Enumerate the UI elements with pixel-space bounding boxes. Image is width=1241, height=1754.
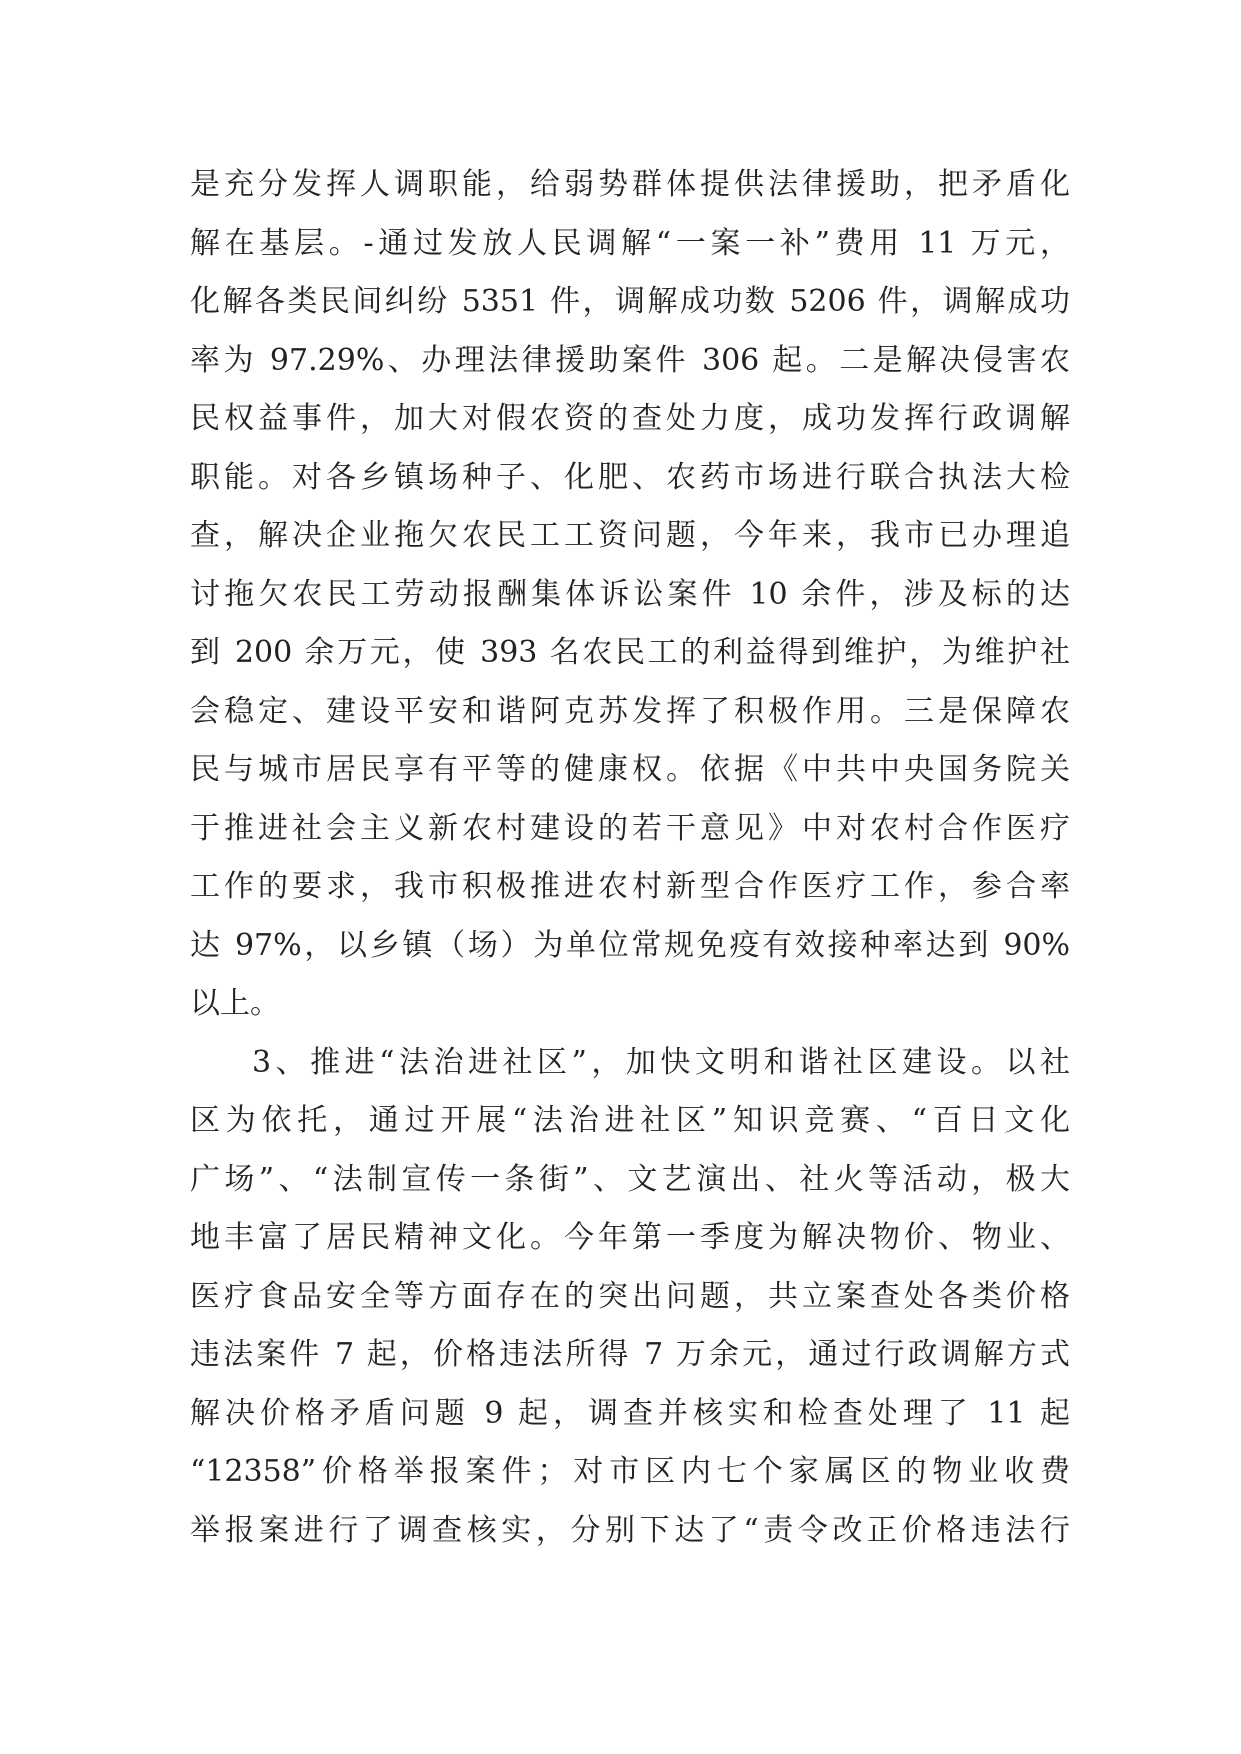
text-line: 医疗食品安全等方面存在的突出问题，共立案查处各类价格 (190, 1278, 1070, 1314)
text-line: 地丰富了居民精神文化。今年第一季度为解决物价、物业、 (190, 1220, 1070, 1255)
text-line: 会稳定、建设平安和谐阿克苏发挥了积极作用。三是保障农 (190, 693, 1070, 729)
text-line: 到 200 余万元，使 393 名农民工的利益得到维护，为维护社 (190, 635, 1070, 670)
text-line: 是充分发挥人调职能，给弱势群体提供法律援助，把矛盾化 (190, 167, 1070, 202)
paragraph-1 (190, 156, 1070, 1034)
text-line: 职能。对各乡镇场种子、化肥、农药市场进行联合执法大检 (190, 459, 1070, 495)
text-line: 化解各类民间纠纷 5351 件，调解成功数 5206 件，调解成功 (190, 284, 1070, 319)
text-line: 举报案进行了调查核实，分别下达了“责令改正价格违法行 (190, 1512, 1070, 1548)
text-line: 讨拖欠农民工劳动报酬集体诉讼案件 10 余件，涉及标的达 (190, 576, 1070, 612)
text-line: 达 97%，以乡镇（场）为单位常规免疫有效接种率达到 90% (190, 927, 1070, 963)
text-line: 违法案件 7 起，价格违法所得 7 万余元，通过行政调解方式 (190, 1337, 1070, 1372)
text-line: “12358”价格举报案件；对市区内七个家属区的物业收费 (190, 1454, 1070, 1489)
text-line: 解决价格矛盾问题 9 起，调查并核实和检查处理了 11 起 (190, 1395, 1070, 1431)
text-line: 查，解决企业拖欠农民工工资问题，今年来，我市已办理追 (190, 518, 1070, 553)
text-line: 民与城市居民享有平等的健康权。依据《中共中央国务院关 (190, 752, 1070, 787)
text-line: 广场”、“法制宣传一条街”、文艺演出、社火等活动，极大 (190, 1161, 1070, 1197)
text-line: 解在基层。-通过发放人民调解“一案一补”费用 11 万元， (190, 225, 1070, 261)
text-line: 区为依托，通过开展“法治进社区”知识竞赛、“百日文化 (190, 1103, 1070, 1138)
paragraph-2 (190, 1034, 1070, 1561)
text-line: 3、推进“法治进社区”，加快文明和谐社区建设。以社 (252, 1044, 1070, 1080)
text-line: 率为 97.29%、办理法律援助案件 306 起。二是解决侵害农 (190, 342, 1070, 378)
body-text (190, 156, 1070, 1560)
text-line: 工作的要求，我市积极推进农村新型合作医疗工作，参合率 (190, 869, 1070, 904)
text-line: 以上。 (190, 986, 280, 1021)
text-line: 于推进社会主义新农村建设的若干意见》中对农村合作医疗 (190, 810, 1070, 846)
text-line: 民权益事件，加大对假农资的查处力度，成功发挥行政调解 (190, 401, 1070, 436)
